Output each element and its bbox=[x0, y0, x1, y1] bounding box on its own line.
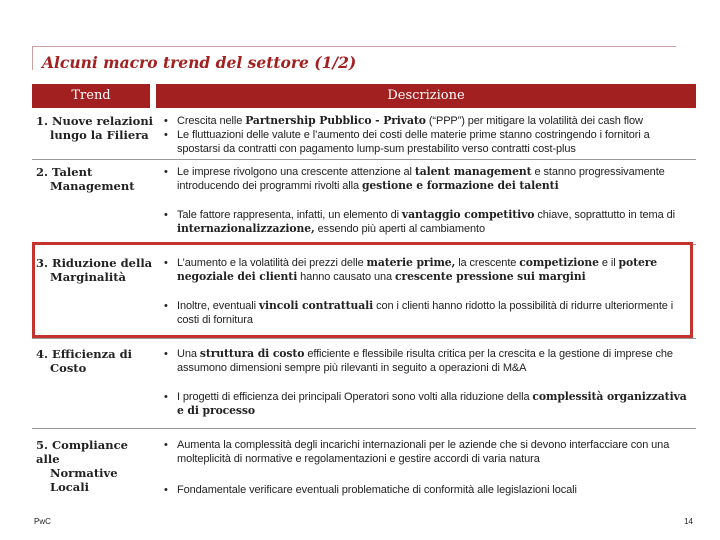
title-rule bbox=[32, 46, 676, 47]
trend-label: 4. Efficienza di bbox=[36, 347, 133, 361]
trend-label: Management bbox=[50, 179, 135, 193]
page-title: Alcuni macro trend del settore (1/2) bbox=[42, 53, 357, 72]
bullet: • Crescita nelle Partnership Pubblico - Privato (“PPP”) per mitigare la volatilità dei cash flow bbox=[164, 114, 643, 127]
trend-label: Locali bbox=[50, 480, 89, 494]
page-number: 14 bbox=[684, 517, 693, 526]
bullet: • I progetti di efficienza dei principali Operatori sono volti alla riduzione della complessità organizzativa e di processo bbox=[164, 390, 687, 417]
trend-label: 2. Talent bbox=[36, 165, 93, 179]
bullet: • Aumenta la complessità degli incarichi internazionali per le aziende che si devono interfacciare con una molteplicità di normative e regolamentazioni e gestire accordi di varia natura bbox=[164, 439, 670, 465]
bullet: • L’aumento e la volatilità dei prezzi delle materie prime, la crescente competizione e il potere negoziale dei clienti hanno causato una crescente pressione sui margini bbox=[164, 256, 658, 283]
trend-label: Marginalità bbox=[50, 270, 126, 284]
trend-label: 1. Nuove relazioni bbox=[36, 114, 154, 128]
header-descrizione: Descrizione bbox=[156, 84, 696, 108]
trend-cell-5 bbox=[36, 438, 154, 494]
footer-brand: PwC bbox=[34, 517, 51, 526]
bullet: • Inoltre, eventuali vincoli contrattuali con i clienti hanno ridotto la possibilità di ridurre ulteriormente i costi di fornitura bbox=[164, 299, 674, 326]
bullet: • Fondamentale verificare eventuali problematiche di conformità alle legislazioni locali bbox=[164, 484, 577, 496]
bullet: • Le imprese rivolgono una crescente attenzione al talent management e stanno progressivamente introducendo dei programmi rivolti alla gestione e formazione dei talenti bbox=[164, 165, 665, 192]
trend-label: 3. Riduzione della bbox=[36, 256, 153, 270]
trend-cell-4 bbox=[36, 347, 154, 375]
row-separator bbox=[32, 159, 696, 160]
row-separator bbox=[32, 428, 696, 429]
bullet: • Tale fattore rappresenta, infatti, un elemento di vantaggio competitivo chiave, soprattutto in tema di internazionalizzazione, essendo più aperti al cambiamento bbox=[164, 208, 675, 235]
row-separator bbox=[32, 338, 696, 339]
trend-cell-3 bbox=[36, 256, 154, 284]
trend-label: Normative bbox=[50, 466, 118, 480]
header-trend: Trend bbox=[32, 84, 150, 108]
bullet: • Le fluttuazioni delle valute e l’aumento dei costi delle materie prime stanno costringendo i fornitori a spostarsi da contratti con pagamento lump-sum prestabilito verso contratti cost-plus bbox=[164, 129, 650, 155]
trend-label: Costo bbox=[50, 361, 87, 375]
title-rule-tick bbox=[32, 46, 33, 70]
trend-label: 5. Compliance alle bbox=[36, 438, 128, 466]
trend-label: lungo la Filiera bbox=[50, 128, 149, 142]
trend-cell-2 bbox=[36, 165, 154, 193]
bullet: • Una struttura di costo efficiente e flessibile risulta critica per la crescita e la gestione di imprese che assumono dimensioni sempre più rilevanti in seguito a operazioni di M&A bbox=[164, 347, 673, 374]
trend-cell-1 bbox=[36, 114, 154, 142]
